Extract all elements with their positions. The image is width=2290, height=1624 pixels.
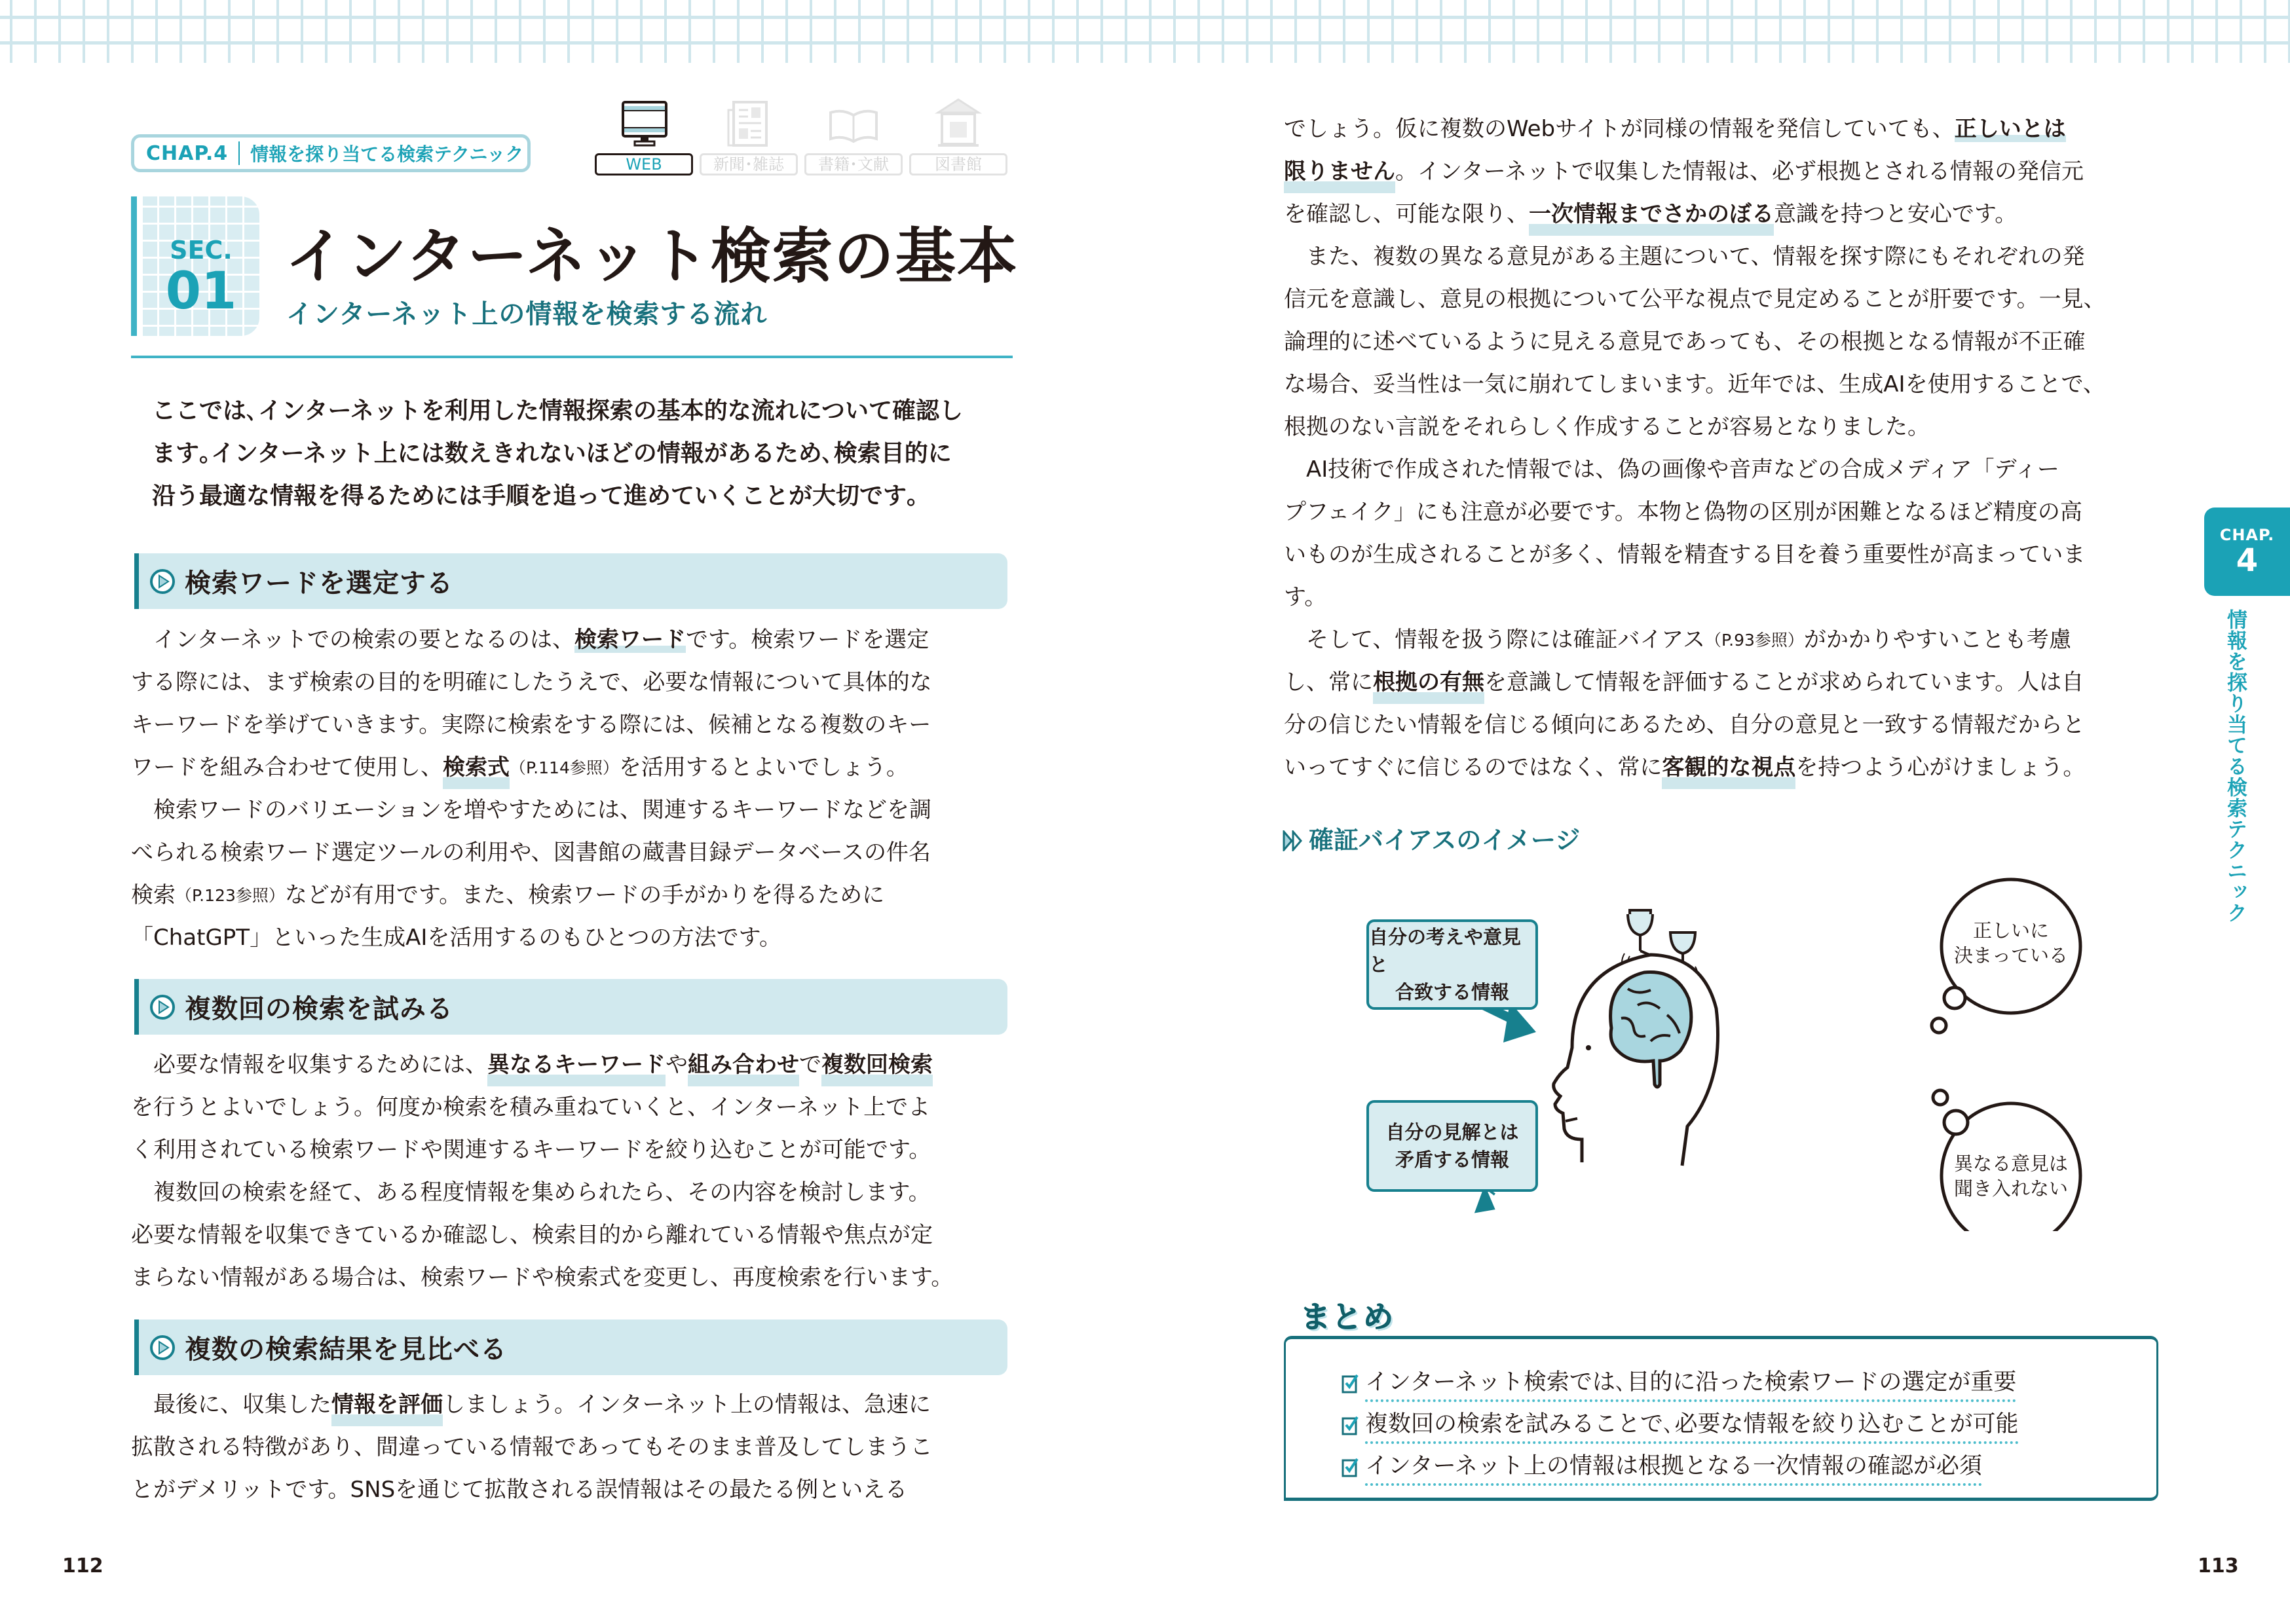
highlight-term: 異なるキーワード [487,1044,666,1086]
text: などが有用です。また、検索ワードの手がかりを得るために [284,882,885,908]
chapter-number: CHAP.4 [146,141,229,165]
text: AI技術で作成された情報では、偽の画像や音声などの合成メディア「ディー [1284,456,2059,483]
text: いってすぐに信じるのではなく、常に [1284,754,1662,781]
text: し、常に [1284,669,1373,695]
text: がかかりやすいことも考慮 [1803,627,2071,653]
media-tab-web [595,98,693,177]
text: まらない情報がある場合は、検索ワードや検索式を変更し、再度検索を行います。 [131,1264,954,1291]
text: 。インターネットで収集した情報は、必ず根拠とされる情報の発信元 [1395,158,2084,185]
figure-title [1283,820,1580,856]
section-heading-text: 複数の検索結果を見比べる [185,1335,507,1365]
page-title: インターネット検索の基本 [285,221,1019,291]
confirmation-bias-diagram [1284,864,2155,1231]
text: しましょう。インターネット上の情報は、急速に [443,1392,931,1418]
highlight-term: 客観的な視点 [1662,747,1795,789]
summary-item [1342,1406,2019,1444]
play-circle-icon [149,1335,176,1361]
header-grid-pattern [0,0,2290,63]
text: とがデメリットです。SNSを通じて拡散される誤情報はその最たる例といえる [131,1477,908,1503]
section-heading [134,553,1007,609]
text: す。 [1284,584,1327,610]
box-text: 合致する情報 [1395,981,1509,1003]
section-number-badge [131,196,259,336]
section-label: SEC. [170,236,233,265]
section-number: 01 [165,262,237,321]
head-with-brain-icon [1554,955,1718,1166]
text: 最後に、収集した [131,1392,331,1418]
highlight-term: 複数回検索 [821,1044,933,1086]
highlight-term: 情報を評価 [331,1384,443,1426]
bubble-text-line: 聞き入れない [1953,1177,2068,1200]
play-circle-icon [149,994,176,1020]
play-circle-icon [149,568,176,595]
highlight-term: 限りません [1284,151,1395,193]
side-tab-number: 4 [2236,542,2259,579]
figure-title-text: 確証バイアスのイメージ [1309,826,1581,855]
page-reference: （P.114参照） [510,758,619,777]
page-number-right: 113 [2198,1555,2239,1578]
intro-line: ます｡インターネット上には数えきれないほどの情報があるため､検索目的に [152,440,952,467]
contradict-info-box [1366,1100,1538,1192]
text: 検索ワードのバリエーションを増やすためには、関連するキーワードなどを調 [131,797,931,823]
summary-item-text: インターネット上の情報は根拠となる一次情報の確認が必須 [1365,1448,1982,1486]
text: 「ChatGPT」といった生成AIを活用するのもひとつの方法です。 [131,925,781,951]
summary-item [1342,1364,2016,1402]
highlight-term: 検索式 [443,747,510,789]
intro-line: 沿う最適な情報を得るためには手順を追って進めていくことが大切です｡ [152,483,919,509]
bubble-text-line: 異なる意見は [1953,1153,2068,1175]
text: そして、情報を扱う際には確証バイアス [1284,627,1705,653]
text: で [799,1052,821,1078]
summary-item-text: インターネット検索では､目的に沿った検索ワードの選定が重要 [1365,1364,2016,1402]
text: インターネットでの検索の要となるのは、 [131,627,574,653]
book-icon [804,98,903,152]
page-reference: （P.123参照） [176,886,285,905]
text: 必要な情報を収集するためには、 [131,1052,487,1078]
section-heading-text: 検索ワードを選定する [185,568,453,599]
bubble-top-text [1945,918,2076,968]
bubble-text-line: 決まっている [1953,944,2068,967]
text: キーワードを挙げていきます。実際に検索をする際には、候補となる複数のキー [131,712,931,738]
right-body [1284,108,2158,789]
summary-item [1342,1448,1982,1486]
chapter-title: 情報を探り当てる検索テクニック [250,143,524,165]
highlight-term: 根拠の有無 [1373,661,1484,704]
section-heading-text: 複数回の検索を試みる [185,994,453,1024]
text: 信元を意識し、意見の根拠について公平な視点で見定めることが肝要です。一見、 [1284,286,2106,312]
side-tab-title: 情報を探り当てる検索テクニック [2223,609,2247,923]
text: です。検索ワードを選定 [685,627,929,653]
highlight-term: 検索ワード [574,627,686,653]
text: く利用されている検索ワードや関連するキーワードを絞り込むことが可能です。 [131,1137,931,1163]
text: する際には、まず検索の目的を明確にしたうえで、必要な情報について具体的な [131,669,932,695]
newspaper-icon [700,98,798,152]
library-icon [909,98,1007,152]
text: 拡散される特徴があり、間違っている情報であってもそのまま普及してしまうこ [131,1434,933,1460]
summary-item-text: 複数回の検索を試みることで､必要な情報を絞り込むことが可能 [1365,1406,2019,1444]
checkbox-icon [1342,1373,1359,1393]
text: 論理的に述べているように見える意見であっても、その根拠となる情報が不正確 [1284,329,2086,355]
page-reference: （P.93参照） [1704,631,1804,650]
highlight-term: 正しいとは [1954,116,2066,142]
text: いものが生成されることが多く、情報を精査する目を養う重要性が高まっていま [1284,542,2086,568]
checkbox-icon [1342,1414,1359,1435]
intro-line: ここでは､インターネットを利用した情報探索の基本的な流れについて確認し [152,397,964,424]
intro-paragraph [152,390,1010,517]
text: 複数回の検索を経て、ある程度情報を集められたら、その内容を検討します。 [131,1179,931,1206]
text: を意識して情報を評価することが求められています。人は自 [1484,669,2084,695]
text: を行うとよいでしょう。何度か検索を積み重ねていくと、インターネット上でよ [131,1094,931,1120]
body-section-1 [131,619,1009,959]
text: ワードを組み合わせて使用し、 [131,754,443,781]
agree-info-box [1366,919,1538,1010]
page-subtitle: インターネット上の情報を検索する流れ [286,299,768,329]
text: べられる検索ワード選定ツールの利用や、図書館の蔵書目録データベースの件名 [131,840,931,866]
section-heading [134,1320,1007,1375]
body-section-2 [131,1044,1009,1299]
text: でしょう。仮に複数のWebサイトが同様の情報を発信していても、 [1284,116,1955,142]
text: を活用するとよいでしょう。 [618,754,909,781]
media-tab-library [909,98,1007,177]
text: や [666,1052,688,1078]
page-number-left: 112 [62,1555,103,1578]
text: 検索 [131,882,176,908]
text: 意識を持つと安心です。 [1774,201,2018,227]
text: プフェイク」にも注意が必要です。本物と偽物の区別が困難となるほど精度の高 [1284,499,2082,525]
chapter-tag [131,134,531,172]
chapter-tag-separator [238,141,240,165]
media-tab-label: 書籍･文献 [804,153,903,175]
bubble-text-line: 正しいに [1972,919,2049,942]
media-tab-newspaper [700,98,798,177]
media-tab-book [804,98,903,177]
monitor-icon [595,98,693,152]
section-badge-bar [131,196,137,336]
media-tab-label: 新聞･雑誌 [700,153,798,175]
chapter-side-tab [2204,507,2290,596]
body-section-3 [131,1384,1009,1511]
text: を確認し、可能な限り、 [1284,201,1529,227]
checkbox-icon [1342,1456,1359,1477]
text: 必要な情報を収集できているか確認し、検索目的から離れている情報や焦点が定 [131,1222,933,1248]
summary-title: まとめ [1300,1299,1395,1335]
box-text: 自分の考えや意見と [1369,926,1522,976]
bubble-bottom-text [1945,1151,2076,1201]
text: を持つよう心がけましょう。 [1795,754,2086,781]
text: な場合、妥当性は一気に崩れてしまいます。近年では、生成AIを使用することで、 [1284,371,2105,397]
media-tab-label: WEB [595,153,693,175]
summary-box [1284,1336,2158,1501]
text: また、複数の異なる意見がある主題について、情報を探す際にもそれぞれの発 [1284,244,2085,270]
section-heading [134,979,1007,1035]
highlight-term: 一次情報までさかのぼる [1529,193,1774,236]
double-chevron-icon [1283,830,1309,851]
text: 分の信じたい情報を信じる傾向にあるため、自分の意見と一致する情報だからと [1284,712,2085,738]
media-tab-label: 図書館 [909,153,1007,175]
box-text: 自分の見解とは [1385,1121,1519,1143]
title-divider [131,356,1013,358]
text: 根拠のない言説をそれらしく作成することが容易となりました。 [1284,414,1930,440]
highlight-term: 組み合わせ [688,1044,799,1086]
box-text: 矛盾する情報 [1395,1149,1509,1171]
side-tab-chap: CHAP. [2219,526,2275,544]
